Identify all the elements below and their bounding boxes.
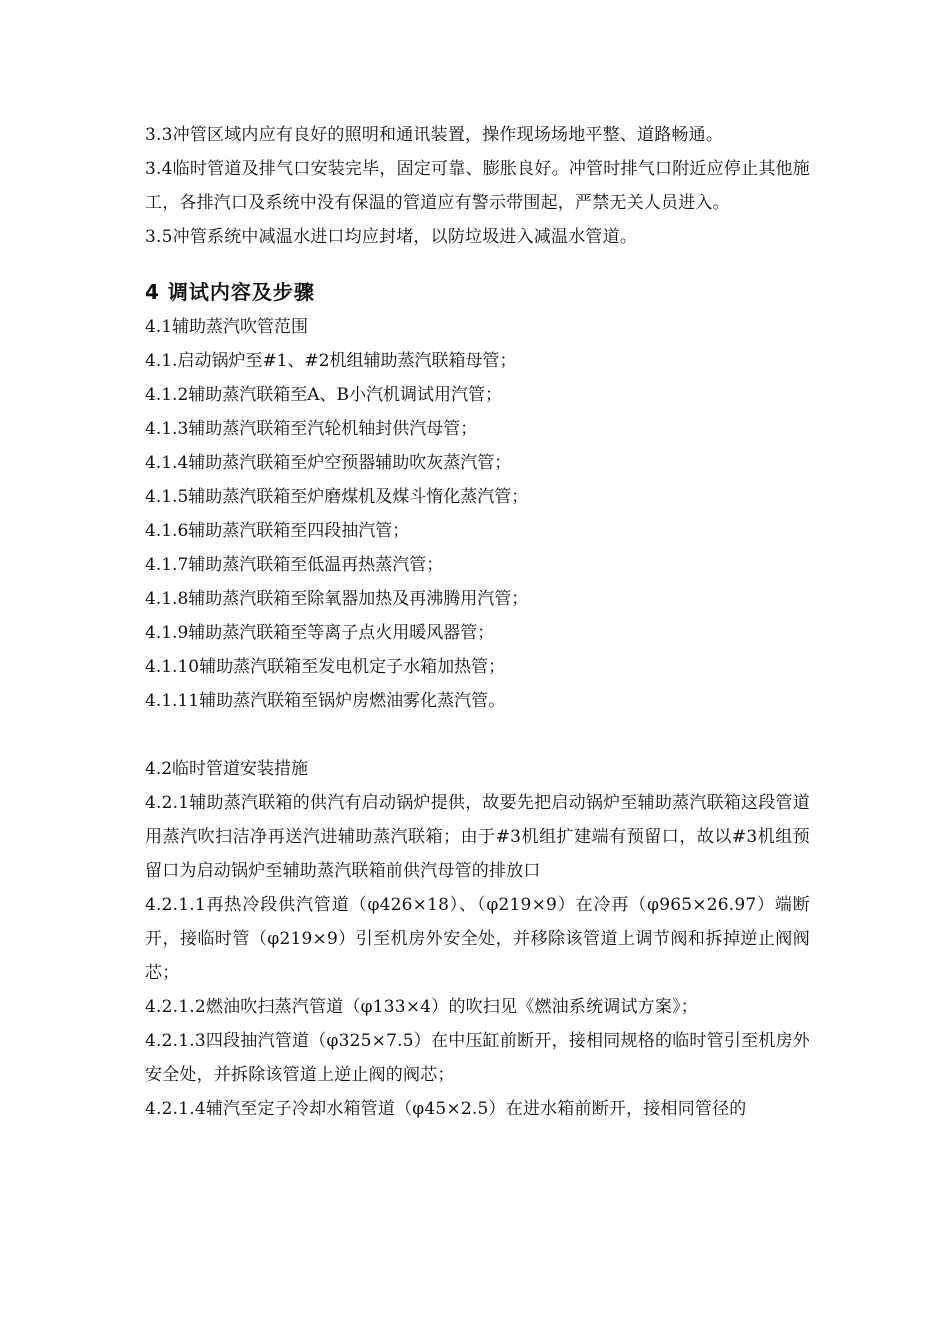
paragraph-3-4: 3.4临时管道及排气口安装完毕，固定可靠、膨胀良好。冲管时排气口附近应停止其他施工，各排汽口及系统中没有保温的管道应有警示带围起，严禁无关人员进入。	[145, 159, 810, 213]
subsection-4-1-title: 4.1辅助蒸汽吹管范围	[145, 317, 309, 337]
paragraph-3-3: 3.3冲管区域内应有良好的照明和通讯装置，操作现场场地平整、道路畅通。	[145, 125, 724, 145]
list-item-4-1-8: 4.1.8辅助蒸汽联箱至除氧器加热及再沸腾用汽管；	[145, 589, 529, 609]
list-item-4-1-9: 4.1.9辅助蒸汽联箱至等离子点火用暖风器管；	[145, 623, 495, 643]
paragraph-spacer	[145, 718, 810, 752]
paragraph-4-2-1-1: 4.2.1.1再热冷段供汽管道（φ426×18）、（φ219×9）在冷再（φ965×26.97）端断开，接临时管（φ219×9）引至机房外安全处，并移除该管道上调节阀和拆掉逆止阀阀芯；	[145, 895, 810, 983]
list-item-4-1-6: 4.1.6辅助蒸汽联箱至四段抽汽管；	[145, 521, 410, 541]
list-item-4-1-4: 4.1.4辅助蒸汽联箱至炉空预器辅助吹灰蒸汽管；	[145, 453, 512, 473]
paragraph-4-2-1-4: 4.2.1.4辅汽至定子冷却水箱管道（φ45×2.5）在进水箱前断开，接相同管径的	[145, 1099, 747, 1119]
paragraph-4-2-1-3: 4.2.1.3四段抽汽管道（φ325×7.5）在中压缸前断开，接相同规格的临时管引至机房外安全处，并拆除该管道上逆止阀的阀芯；	[145, 1031, 810, 1085]
list-item-4-1-5: 4.1.5辅助蒸汽联箱至炉磨煤机及煤斗惰化蒸汽管；	[145, 487, 529, 507]
subsection-4-2-title: 4.2临时管道安装措施	[145, 759, 309, 779]
list-item-4-1-1: 4.1.启动锅炉至#1、#2机组辅助蒸汽联箱母管；	[145, 351, 517, 371]
document-body	[145, 118, 810, 1126]
section-4-heading: 4 调试内容及步骤	[145, 280, 315, 304]
list-item-4-1-7: 4.1.7辅助蒸汽联箱至低温再热蒸汽管；	[145, 555, 444, 575]
list-item-4-1-11: 4.1.11辅助蒸汽联箱至锅炉房燃油雾化蒸汽管。	[145, 691, 506, 711]
list-item-4-1-3: 4.1.3辅助蒸汽联箱至汽轮机轴封供汽母管；	[145, 419, 478, 439]
list-item-4-1-10: 4.1.10辅助蒸汽联箱至发电机定子水箱加热管；	[145, 657, 506, 677]
paragraph-4-2-1-2: 4.2.1.2燃油吹扫蒸汽管道（φ133×4）的吹扫见《燃油系统调试方案》；	[145, 997, 698, 1017]
paragraph-4-2-1: 4.2.1辅助蒸汽联箱的供汽有启动锅炉提供，故要先把启动锅炉至辅助蒸汽联箱这段管道用蒸汽吹扫洁净再送汽进辅助蒸汽联箱；由于#3机组扩建端有预留口，故以#3机组预留口为启动锅炉至辅助蒸汽联箱前供汽母管的排放口	[145, 793, 810, 881]
paragraph-3-5: 3.5冲管系统中减温水进口均应封堵，以防垃圾进入减温水管道。	[145, 227, 638, 247]
list-item-4-1-2: 4.1.2辅助蒸汽联箱至A、B小汽机调试用汽管；	[145, 385, 503, 405]
